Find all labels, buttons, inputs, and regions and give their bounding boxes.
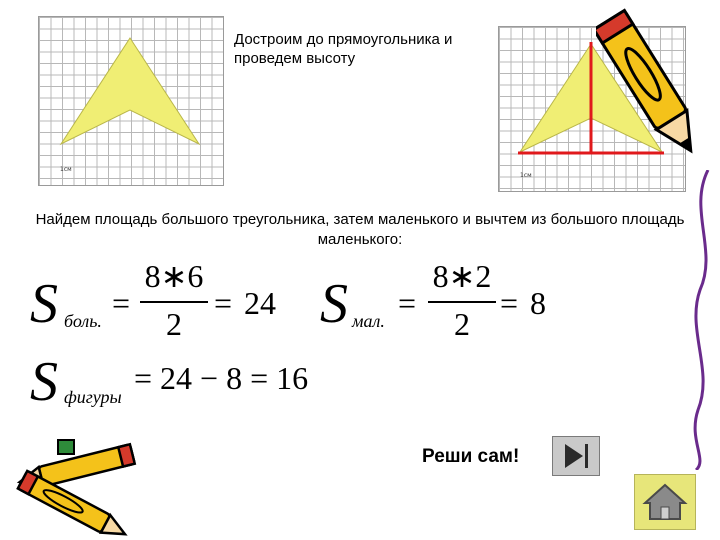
formula-small-denominator: 2: [454, 306, 470, 342]
formula-big-numerator: 8∗6: [144, 258, 204, 294]
figure-right-scale-label: 1см: [520, 172, 532, 179]
figure-left-scale-label: 1см: [60, 166, 72, 173]
solve-yourself-label: Реши сам!: [422, 446, 520, 467]
formula-big-eq1: =: [112, 285, 131, 321]
caption-text: Достроим до прямоугольника и проведем высоту: [234, 31, 453, 67]
next-arrow-icon: [553, 437, 599, 475]
figure-left-shape: [38, 16, 222, 184]
home-icon: [635, 475, 695, 529]
formula-figure-expression: = 24 − 8 = 16: [134, 360, 309, 396]
formula-small-eq1: =: [398, 285, 417, 321]
formula-small-subscript: мал.: [352, 311, 385, 331]
pencil-icon: [596, 2, 706, 172]
formula-figure-subscript: фигуры: [64, 387, 122, 407]
formula-small-eq2: =: [500, 285, 519, 321]
crossed-pencils-icon: [2, 436, 152, 536]
formula-big-symbol: S: [30, 273, 58, 335]
formula-big-eq2: =: [214, 285, 233, 321]
instruction-text: Найдем площадь большого треугольника, затем маленького и вычтем из большого площадь маленького:: [35, 211, 685, 248]
next-button[interactable]: [552, 436, 600, 476]
formula-big-result: 24: [244, 285, 276, 321]
formula-small-fraction-bar: [428, 301, 496, 303]
formula-small-numerator: 8∗2: [432, 258, 492, 294]
home-button[interactable]: [634, 474, 696, 530]
formula-small-symbol: S: [320, 273, 348, 335]
formula-big-fraction-bar: [140, 301, 208, 303]
formula-big-denominator: 2: [166, 306, 182, 342]
formula-small-result: 8: [530, 285, 546, 321]
formula-figure-symbol: S: [30, 351, 58, 413]
formula-big-subscript: боль.: [64, 311, 102, 331]
